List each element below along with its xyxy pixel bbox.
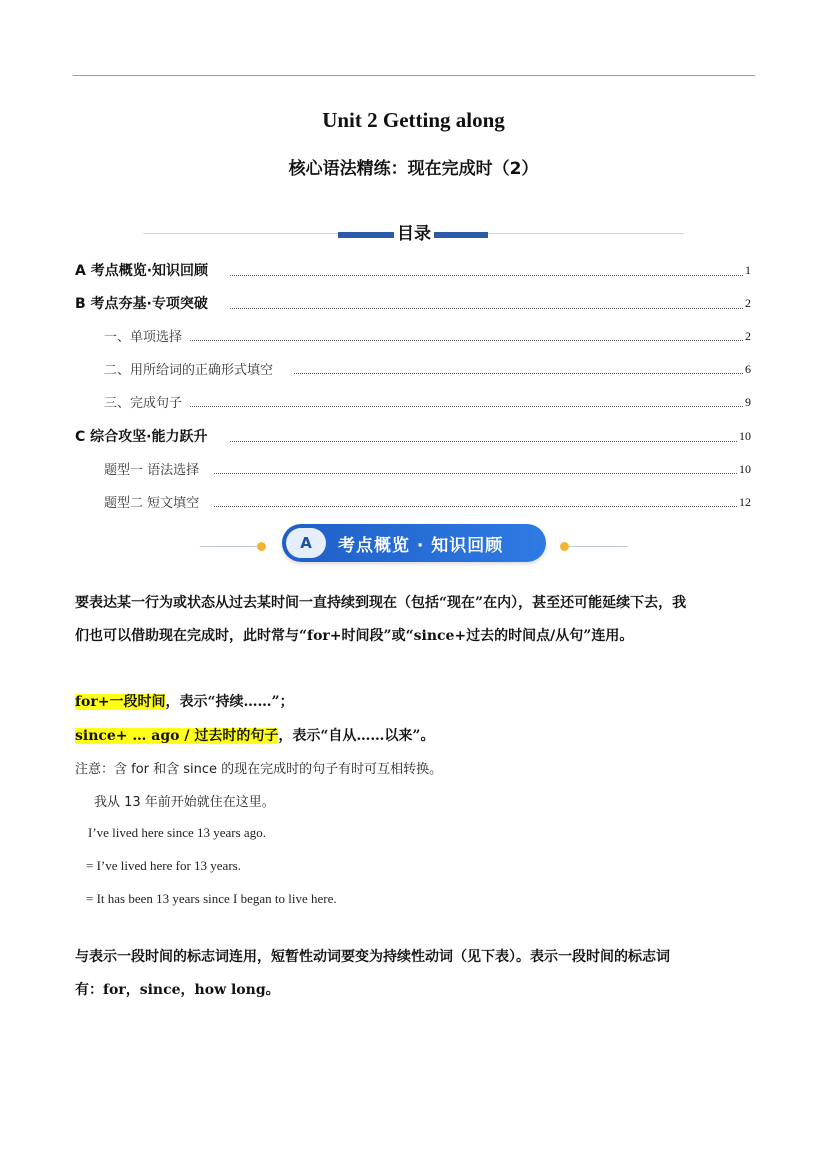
toc-leader-dots (214, 506, 737, 507)
toc-heading-bar-left (338, 232, 394, 238)
document-subtitle: 核心语法精练：现在完成时（2） (288, 159, 539, 179)
toc-entry-page: 1 (745, 263, 751, 277)
document-title: Unit 2 Getting along (322, 108, 505, 132)
toc-entry-page: 6 (745, 362, 751, 376)
banner-dot-left (257, 542, 266, 551)
toc-entry[interactable] (0, 326, 827, 348)
toc-entry-label: 三、完成句子 (104, 392, 184, 411)
toc-entry[interactable] (0, 426, 827, 448)
toc-entry[interactable] (0, 293, 827, 315)
toc-entry-label: C 综合攻坚·能力跃升 (75, 426, 209, 446)
toc-entry-label: 一、单项选择 (104, 326, 184, 345)
toc-leader-dots (190, 340, 743, 341)
toc-entry-page: 12 (739, 495, 751, 509)
toc-heading: 目录 (397, 224, 431, 244)
paragraph-2-line-1: 与表示一段时间的标志词连用，短暂性动词要变为持续性动词（见下表）。表示一段时间的标志词 (75, 949, 670, 965)
toc-leader-dots (230, 441, 737, 442)
banner-line-right (566, 546, 628, 547)
paragraph-2-line-2: 有：for，since，how long。 (75, 982, 280, 998)
section-banner-title: 考点概览 · 知识回顾 (338, 536, 504, 556)
rule-for (75, 691, 294, 711)
toc-leader-dots (214, 473, 737, 474)
toc-entry-label: A 考点概览·知识回顾 (75, 260, 210, 280)
header-rule (73, 75, 755, 76)
rule-since-highlight: since+ … ago / 过去时的句子 (75, 728, 279, 744)
toc-leader-dots (190, 406, 743, 407)
toc-entry-label: B 考点夯基·专项突破 (75, 293, 210, 313)
toc-entry-page: 2 (745, 329, 751, 343)
toc-entry[interactable] (0, 459, 827, 481)
intro-paragraph-line-2: 们也可以借助现在完成时，此时常与“for+时间段”或“since+过去的时间点/从句”连用。 (75, 628, 634, 644)
toc-entry-label: 题型一 语法选择 (104, 459, 201, 478)
rule-since (75, 725, 434, 745)
toc-leader-dots (294, 373, 743, 374)
rule-for-meaning: ，表示“持续……”； (165, 694, 294, 710)
toc-entry-label: 题型二 短文填空 (104, 492, 201, 511)
intro-paragraph-line-1: 要表达某一行为或状态从过去某时间一直持续到现在（包括“现在”在内），甚至还可能延续下去，我 (75, 595, 687, 611)
toc-entry-label: 二、用所给词的正确形式填空 (104, 359, 275, 378)
toc-entry[interactable] (0, 260, 827, 282)
toc-leader-dots (230, 275, 743, 276)
toc-entry-page: 9 (745, 395, 751, 409)
banner-dot-right (560, 542, 569, 551)
toc-entry-page: 10 (739, 429, 751, 443)
toc-entry-page: 10 (739, 462, 751, 476)
rule-since-meaning: ，表示“自从……以来”。 (278, 728, 435, 744)
example-sentence-2: = I’ve lived here for 13 years. (86, 858, 241, 873)
example-chinese: 我从 13 年前开始就住在这里。 (94, 795, 275, 810)
toc-heading-line-left (143, 233, 338, 234)
toc-heading-bar-right (434, 232, 488, 238)
toc-entry[interactable] (0, 492, 827, 514)
example-sentence-1: I’ve lived here since 13 years ago. (88, 825, 266, 840)
toc-entry[interactable] (0, 359, 827, 381)
rule-for-highlight: for+一段时间 (75, 694, 166, 710)
toc-heading-line-right (488, 233, 684, 234)
example-sentence-3: = It has been 13 years since I began to live here. (86, 891, 337, 906)
section-banner-letter: A (286, 528, 326, 558)
toc-leader-dots (230, 308, 743, 309)
note-text: 注意：含 for 和含 since 的现在完成时的句子有时可互相转换。 (75, 762, 443, 777)
toc-entry-page: 2 (745, 296, 751, 310)
toc-entry[interactable] (0, 392, 827, 414)
banner-line-left (200, 546, 262, 547)
